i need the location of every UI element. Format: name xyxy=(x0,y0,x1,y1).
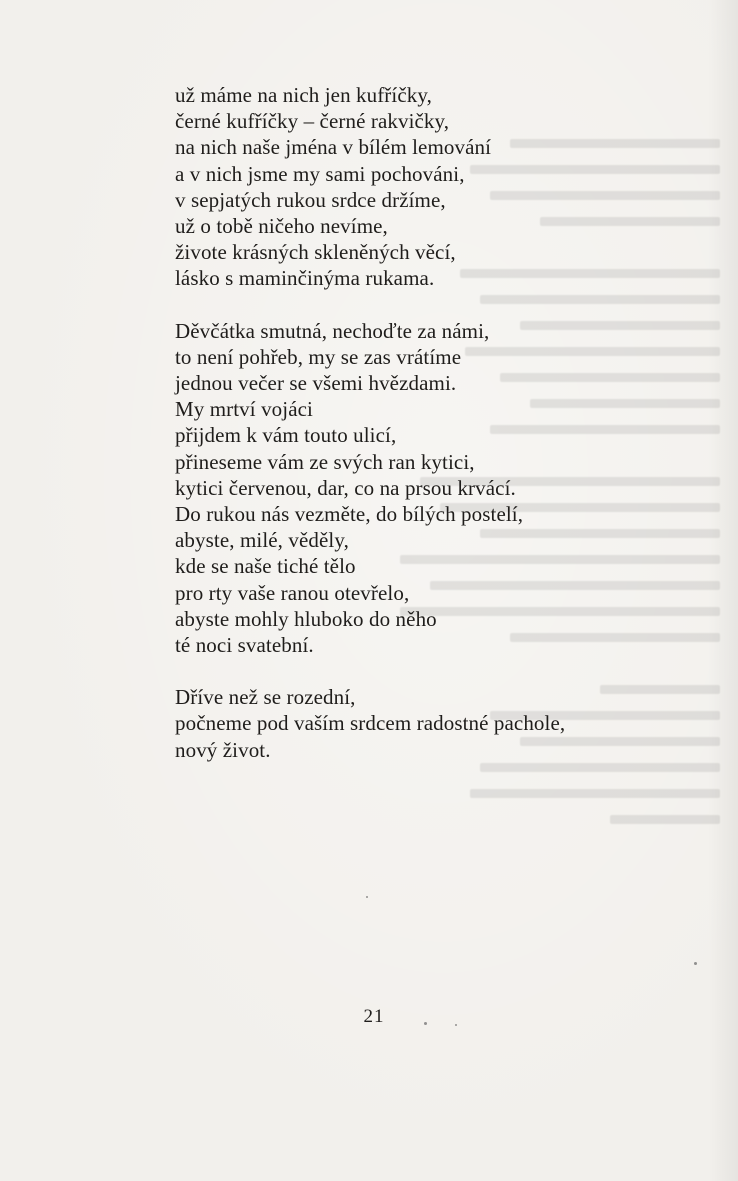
poem-line: abyste, milé, věděly, xyxy=(175,528,349,553)
poem-line: pro rty vaše ranou otevřelo, xyxy=(175,580,410,605)
page-number: 21 xyxy=(363,1006,385,1027)
poem-line: už máme na nich jen kufříčky, xyxy=(175,83,432,107)
poem-line: počneme pod vaším srdcem radostné pachole, xyxy=(175,711,566,736)
poem-text xyxy=(175,82,695,763)
poem-line: v sepjatých rukou srdce držíme, xyxy=(175,187,446,212)
poem-line: přijdem k vám touto ulicí, xyxy=(175,423,397,448)
poem-line: a v nich jsme my sami pochováni, xyxy=(175,161,465,186)
poem-line: jednou večer se všemi hvězdami. xyxy=(175,371,457,396)
stanza-3 xyxy=(175,684,695,763)
paper-speck xyxy=(455,1024,457,1026)
poem-line: nový život. xyxy=(175,737,271,762)
poem-line: už o tobě ničeho nevíme, xyxy=(175,214,388,239)
poem-line: černé kufříčky – černé rakvičky, xyxy=(175,109,450,134)
stanza-1 xyxy=(175,82,695,292)
poem-line: lásko s maminčinýma rukama. xyxy=(175,266,435,291)
stanza-2 xyxy=(175,318,695,659)
paper-speck xyxy=(424,1022,427,1025)
paper-speck xyxy=(694,962,697,965)
poem-line: té noci svatební. xyxy=(175,633,314,658)
poem-line: kde se naše tiché tělo xyxy=(175,554,356,579)
poem-line: to není pohřeb, my se zas vrátíme xyxy=(175,344,462,369)
poem-line: přineseme vám ze svých ran kytici, xyxy=(175,449,475,474)
poem-line: Dříve než se rozední, xyxy=(175,685,356,710)
poem-line: abyste mohly hluboko do něho xyxy=(175,606,437,631)
paper-speck xyxy=(366,896,368,898)
poem-line: Děvčátka smutná, nechoďte za námi, xyxy=(175,318,490,343)
poem-line: živote krásných skleněných věcí, xyxy=(175,240,456,265)
poem-line: My mrtví vojáci xyxy=(175,397,313,422)
poem-line: na nich naše jména v bílém lemování xyxy=(175,135,492,160)
poem-line: kytici červenou, dar, co na prsou krvácí. xyxy=(175,475,516,500)
page-edge-shadow xyxy=(708,0,738,1181)
poem-line: Do rukou nás vezměte, do bílých postelí, xyxy=(175,502,524,527)
